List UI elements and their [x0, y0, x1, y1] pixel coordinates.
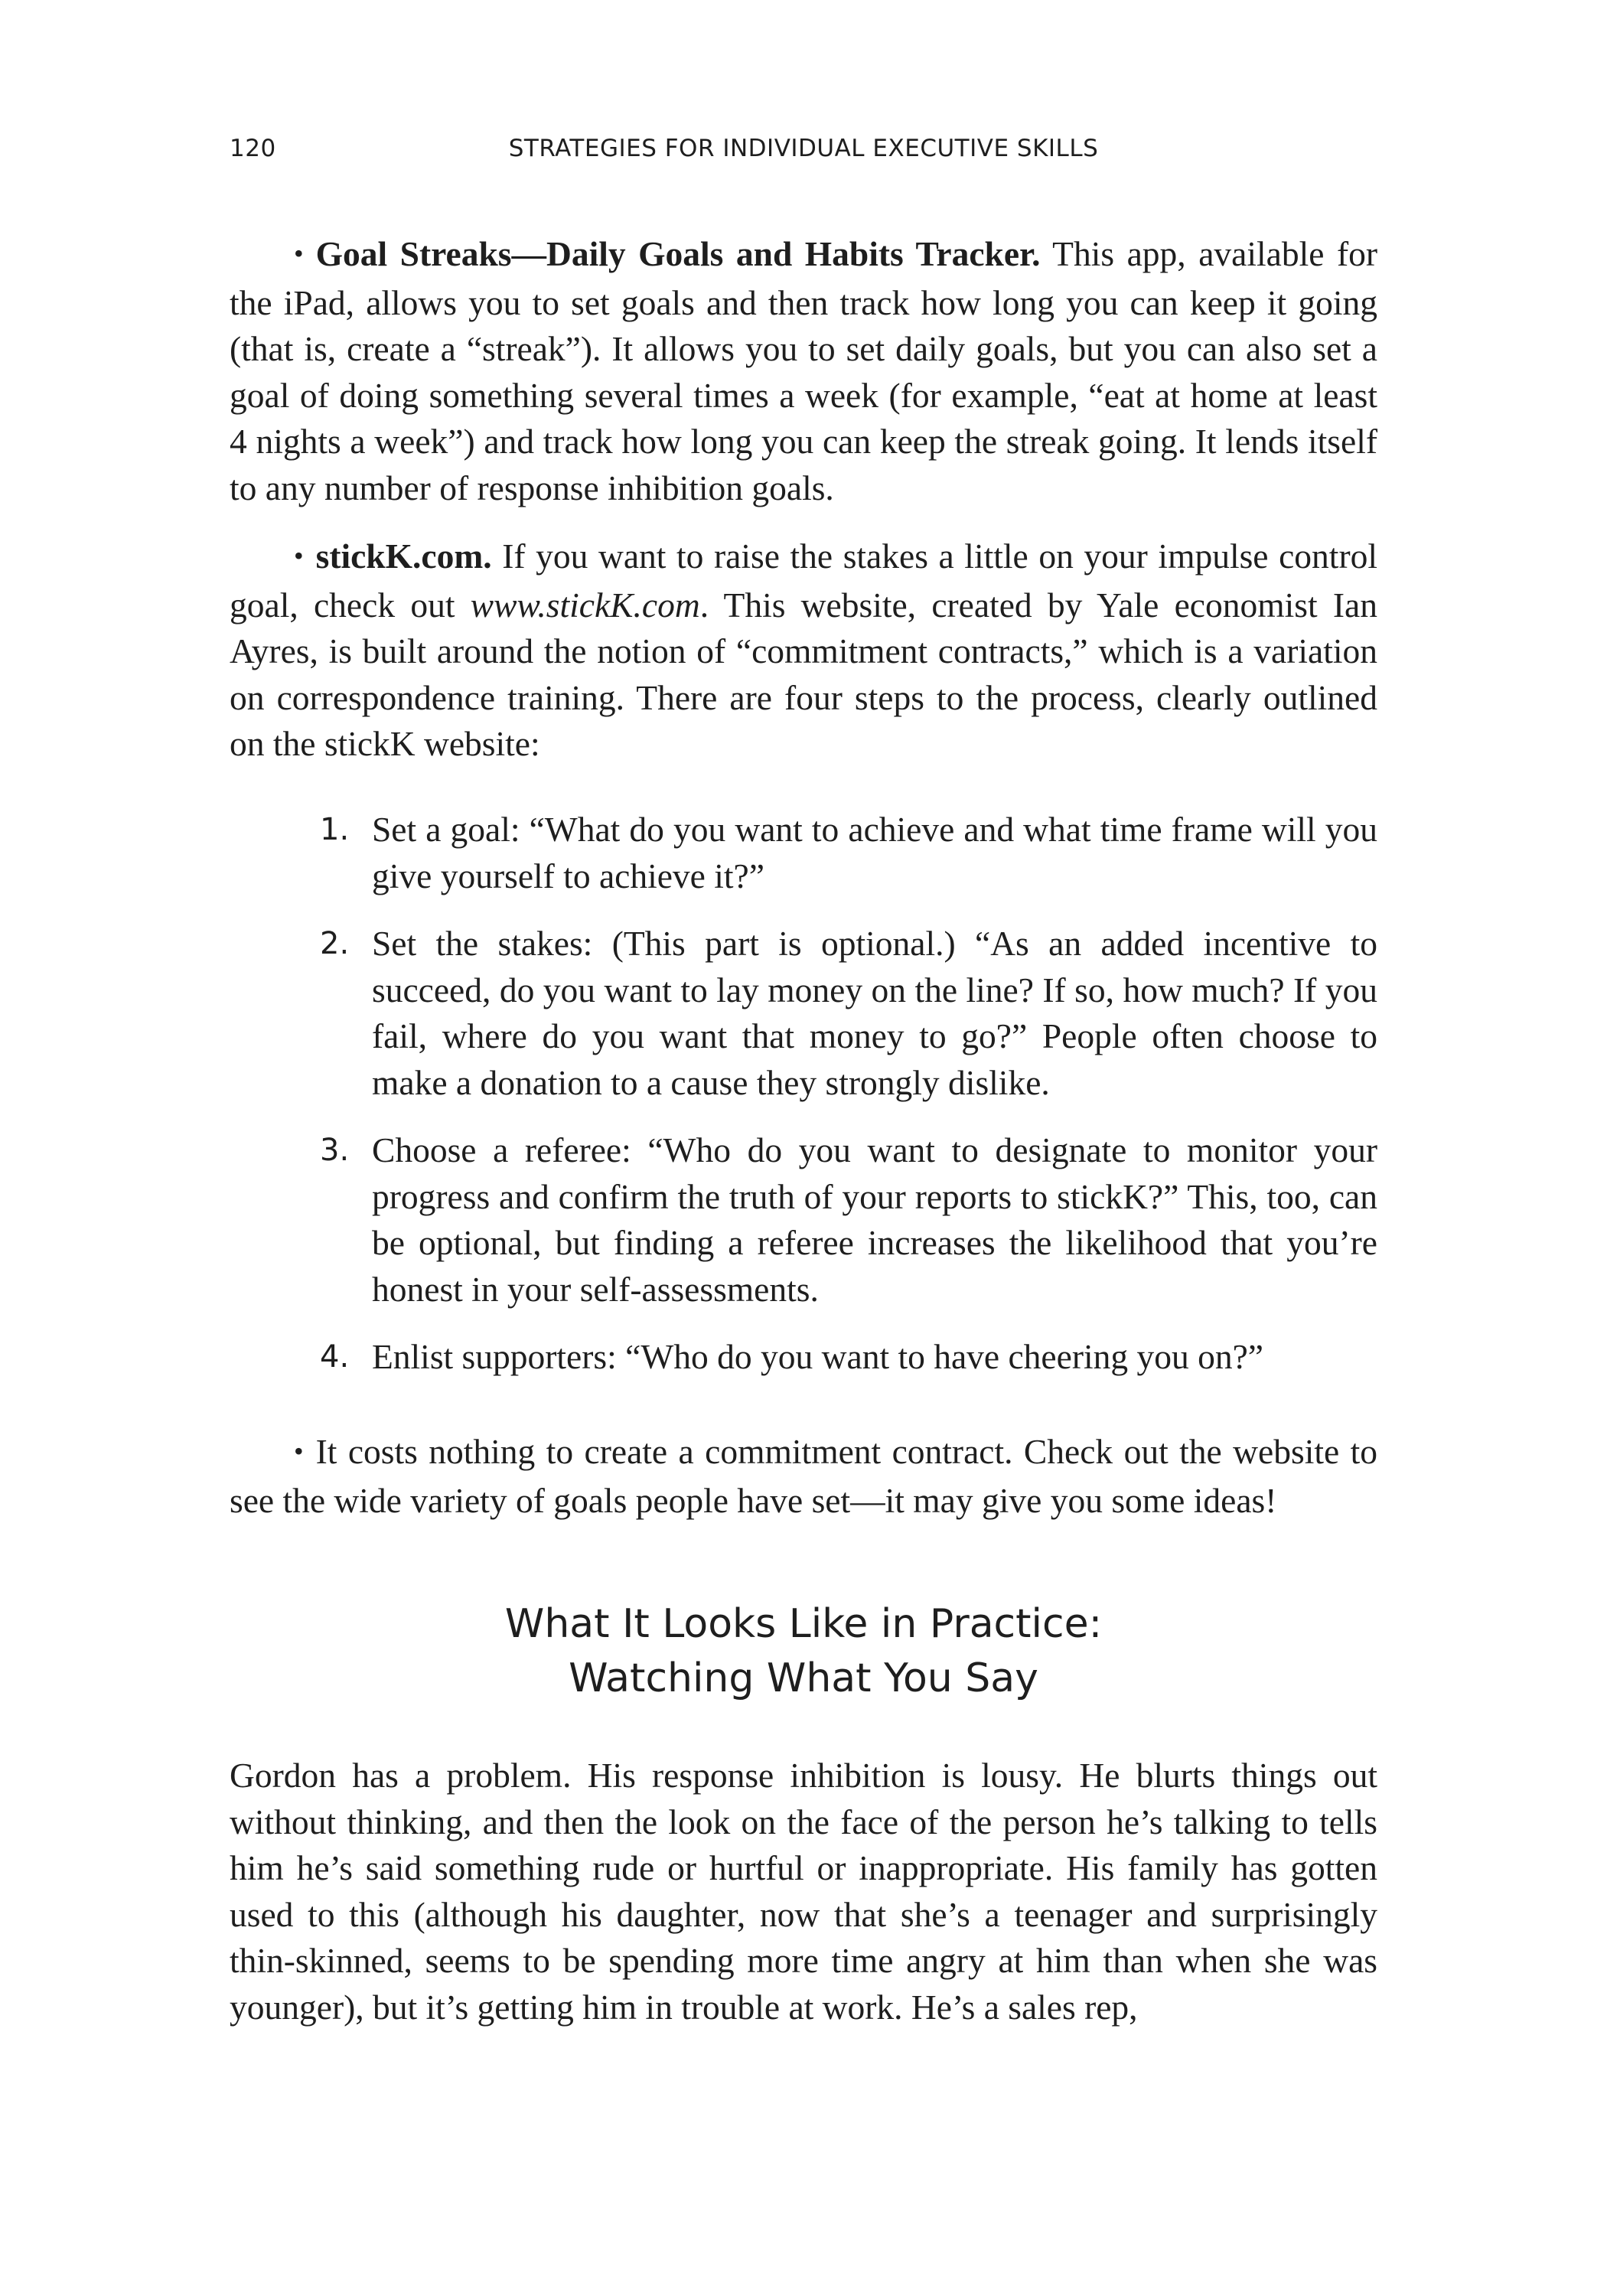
list-item-number: 2.	[320, 926, 350, 961]
commitment-steps-list	[230, 807, 1377, 1402]
goal-streaks-text: This app, available for the iPad, allows you to set goals and then track how long you can keep it going (that is, create a “streak”). It allows you to set daily goals, but you can also set a goal of doing something several times a week (for example, “eat at home at least 4 nights a week”) and track how long you can keep the streak going. It lends itself to any number of response inhibition goals.	[230, 234, 1377, 507]
list-item-text: Choose a referee: “Who do you want to designate to monitor your progress and confirm the truth of your reports to stickK?” This, too, can be optional, but finding a referee increases the likelihood that you’re honest in your self-assessments.	[372, 1130, 1377, 1309]
list-item-text: Set the stakes: (This part is optional.) “As an added incentive to succeed, do you want to lay money on the line? If so, how much? If you fail, where do you want that money to go?” People often choose to make a donation to a cause they strongly dislike.	[372, 924, 1377, 1102]
list-item-number: 1.	[320, 812, 350, 847]
stickk-paragraph	[230, 533, 1377, 768]
stickk-title: stickK.com.	[315, 536, 492, 576]
stickk-website-link[interactable]: www.stickK.com	[470, 585, 700, 625]
stickk-text-before-link: If you want to raise the stakes a little on your impulse control goal, check out	[230, 536, 1377, 625]
section-heading-line-1: What It Looks Like in Practice:	[504, 1601, 1103, 1647]
section-heading	[230, 1597, 1377, 1706]
page-number: 120	[230, 135, 276, 162]
goal-streaks-paragraph	[230, 231, 1377, 511]
cost-note-paragraph	[230, 1429, 1377, 1524]
bullet-icon: •	[294, 1436, 304, 1466]
section-heading-line-2: Watching What You Say	[569, 1655, 1038, 1701]
gordon-paragraph: Gordon has a problem. His response inhibition is lousy. He blurts things out without thinking, and then the look on the face of the person he’s talking to tells him he’s said something rude or hurtful or inappropriate. His family has gotten used to this (although his daughter, now that she’s a teenager and surprisingly thin-skinned, seems to be spending more time angry at him than when she was younger), but it’s getting him in trouble at work. He’s a sales rep,	[230, 1756, 1377, 2027]
cost-note-text: It costs nothing to create a commitment contract. Check out the website to see the wide variety of goals people have set—it may give you some ideas!	[230, 1432, 1377, 1520]
list-item	[230, 1127, 1377, 1313]
list-item	[230, 807, 1377, 899]
running-header	[230, 135, 1377, 173]
running-title: STRATEGIES FOR INDIVIDUAL EXECUTIVE SKILLS	[508, 135, 1099, 162]
list-item-text: Enlist supporters: “Who do you want to have cheering you on?”	[372, 1337, 1264, 1376]
book-page	[230, 0, 1377, 2296]
list-item-number: 3.	[320, 1133, 350, 1168]
goal-streaks-title: Goal Streaks—Daily Goals and Habits Tracker.	[315, 234, 1041, 273]
list-item-number: 4.	[320, 1339, 350, 1375]
stickk-text-after-link: . This website, created by Yale economist Ian Ayres, is built around the notion of “commitment contracts,” which is a variation on correspondence training. There are four steps to the process, clearly outlined on the stickK website:	[230, 585, 1377, 763]
bullet-icon: •	[294, 238, 304, 269]
list-item	[230, 921, 1377, 1106]
bullet-icon: •	[294, 540, 304, 571]
list-item	[230, 1334, 1377, 1381]
list-item-text: Set a goal: “What do you want to achieve and what time frame will you give yourself to achieve it?”	[372, 810, 1377, 895]
